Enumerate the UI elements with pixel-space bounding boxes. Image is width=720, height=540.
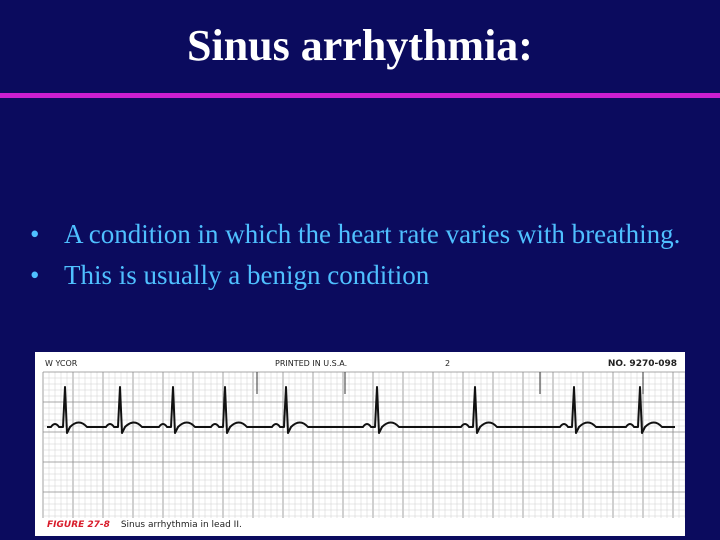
ecg-header: [35, 352, 685, 372]
bullet-item: [28, 259, 698, 292]
figure-label: FIGURE 27-8: [47, 520, 110, 530]
ecg-header-catalog: NO. 9270-098: [607, 359, 677, 369]
bullet-list: [28, 218, 698, 300]
figure-caption: [47, 520, 242, 530]
title-divider: [0, 93, 720, 98]
slide-title: Sinus arrhythmia:: [187, 21, 533, 70]
ecg-header-number: 2: [445, 359, 451, 368]
bullet-icon: •: [30, 219, 40, 249]
bullet-icon: •: [30, 260, 40, 290]
bullet-text: A condition in which the heart rate varies with breathing.: [64, 219, 681, 249]
figure-caption-text: Sinus arrhythmia in lead II.: [120, 520, 242, 530]
bullet-item: [28, 218, 698, 251]
ecg-header-brand: W YCOR: [45, 359, 78, 368]
ecg-header-printed: PRINTED IN U.S.A.: [275, 359, 348, 368]
ecg-strip: [35, 352, 685, 536]
ecg-strip-figure: [35, 352, 685, 536]
bullet-text: This is usually a benign condition: [64, 260, 430, 290]
